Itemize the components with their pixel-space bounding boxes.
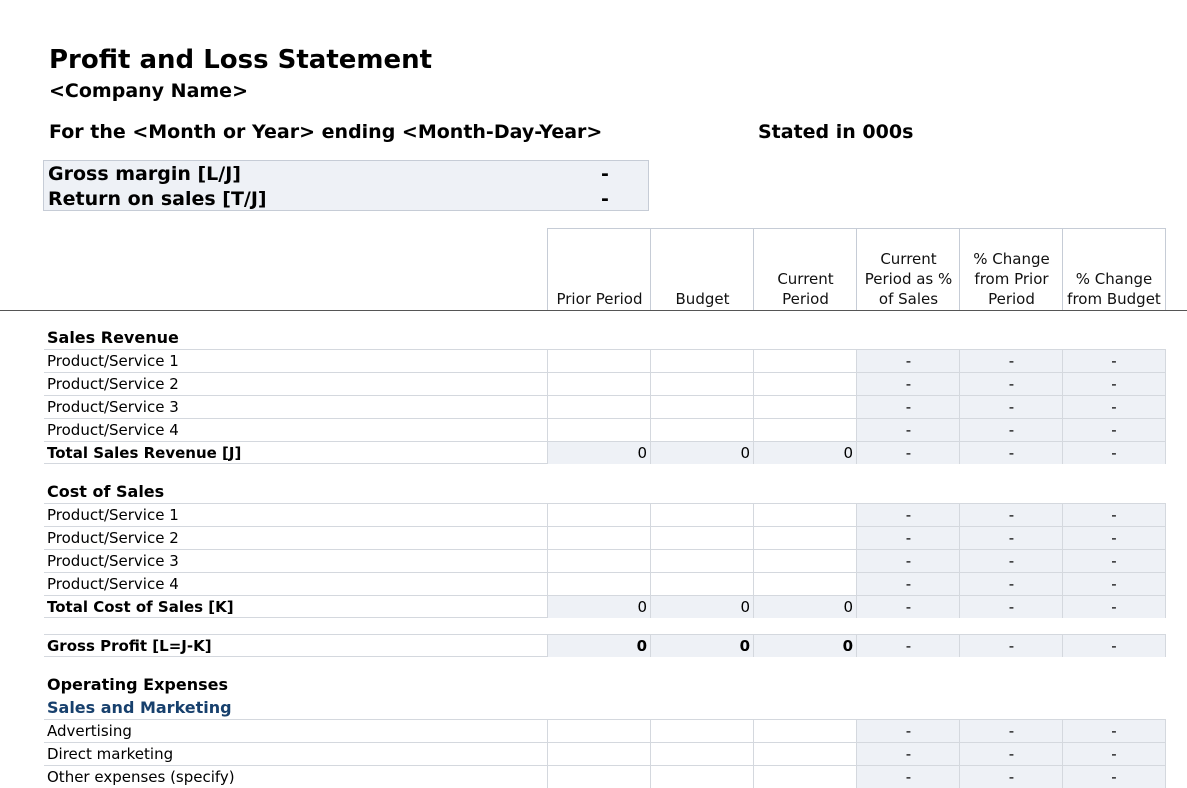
value-cell[interactable] xyxy=(650,395,754,418)
value-cell[interactable]: 0 xyxy=(650,595,754,618)
table-row xyxy=(44,418,1166,441)
value-cell[interactable] xyxy=(547,742,651,765)
percent-cell[interactable]: - xyxy=(959,395,1063,418)
percent-cell[interactable]: - xyxy=(856,503,960,526)
row-label[interactable]: Product/Service 1 xyxy=(47,506,179,524)
value-cell[interactable] xyxy=(753,395,857,418)
percent-cell[interactable]: - xyxy=(1062,742,1166,765)
percent-cell[interactable]: - xyxy=(1062,441,1166,464)
value-cell[interactable] xyxy=(753,526,857,549)
total-row xyxy=(44,441,1166,464)
percent-cell[interactable]: - xyxy=(856,395,960,418)
value-cell[interactable] xyxy=(753,549,857,572)
percent-cell[interactable]: - xyxy=(856,595,960,618)
col-header-budget[interactable]: Budget xyxy=(650,228,754,310)
percent-cell[interactable]: - xyxy=(1062,418,1166,441)
percent-cell[interactable]: - xyxy=(1062,526,1166,549)
value-cell[interactable] xyxy=(650,549,754,572)
value-cell[interactable] xyxy=(547,372,651,395)
col-header-change-prior[interactable]: % Change from Prior Period xyxy=(959,228,1063,310)
row-label[interactable]: Product/Service 3 xyxy=(47,398,179,416)
percent-cell[interactable]: - xyxy=(1062,549,1166,572)
percent-cell[interactable]: - xyxy=(856,418,960,441)
value-cell[interactable] xyxy=(753,349,857,372)
value-cell[interactable] xyxy=(753,572,857,595)
value-cell[interactable]: 0 xyxy=(650,441,754,464)
value-cell[interactable] xyxy=(547,503,651,526)
percent-cell[interactable]: - xyxy=(959,572,1063,595)
col-header-prior-period[interactable]: Prior Period xyxy=(547,228,651,310)
total-row xyxy=(44,595,1166,618)
value-cell[interactable] xyxy=(650,418,754,441)
row-label[interactable]: Product/Service 4 xyxy=(47,421,179,439)
percent-cell[interactable]: - xyxy=(959,372,1063,395)
value-cell[interactable] xyxy=(547,719,651,742)
percent-cell[interactable]: - xyxy=(1062,503,1166,526)
percent-cell[interactable]: - xyxy=(959,503,1063,526)
percent-cell[interactable]: - xyxy=(1062,765,1166,788)
kpi-value: - xyxy=(601,188,609,210)
table-row xyxy=(44,742,1166,765)
kpi-label: Gross margin [L/J] xyxy=(48,163,241,185)
table-row xyxy=(44,526,1166,549)
kpi-gross-margin[interactable] xyxy=(48,162,648,186)
percent-cell[interactable]: - xyxy=(959,742,1063,765)
percent-cell[interactable]: - xyxy=(856,526,960,549)
col-header-change-budget[interactable]: % Change from Budget xyxy=(1062,228,1166,310)
value-cell[interactable]: 0 xyxy=(753,441,857,464)
value-cell[interactable] xyxy=(547,526,651,549)
percent-cell[interactable]: - xyxy=(856,765,960,788)
row-label[interactable]: Product/Service 1 xyxy=(47,352,179,370)
value-cell[interactable] xyxy=(547,395,651,418)
company-name[interactable]: <Company Name> xyxy=(49,80,248,102)
table-row xyxy=(44,349,1166,372)
row-label[interactable]: Product/Service 3 xyxy=(47,552,179,570)
percent-cell[interactable]: - xyxy=(1062,395,1166,418)
row-label[interactable]: Other expenses (specify) xyxy=(47,768,235,786)
value-cell[interactable] xyxy=(753,418,857,441)
header-divider xyxy=(0,310,1187,311)
value-cell[interactable] xyxy=(650,349,754,372)
value-cell[interactable]: 0 xyxy=(547,634,651,657)
percent-cell[interactable]: - xyxy=(856,572,960,595)
table-row xyxy=(44,372,1166,395)
row-label[interactable]: Advertising xyxy=(47,722,132,740)
value-cell[interactable]: 0 xyxy=(650,634,754,657)
row-label[interactable]: Gross Profit [L=J-K] xyxy=(47,637,212,655)
value-cell[interactable] xyxy=(650,372,754,395)
value-cell[interactable]: 0 xyxy=(753,634,857,657)
percent-cell[interactable]: - xyxy=(1062,572,1166,595)
section-heading-cost-of-sales: Cost of Sales xyxy=(47,482,165,501)
col-header-current-pct-sales[interactable]: Current Period as % of Sales xyxy=(856,228,960,310)
value-cell[interactable]: 0 xyxy=(753,595,857,618)
row-label[interactable]: Product/Service 2 xyxy=(47,529,179,547)
percent-cell[interactable]: - xyxy=(1062,349,1166,372)
kpi-return-on-sales[interactable] xyxy=(48,187,648,211)
table-row xyxy=(44,395,1166,418)
percent-cell[interactable]: - xyxy=(959,634,1063,657)
table-row xyxy=(44,572,1166,595)
percent-cell[interactable]: - xyxy=(959,719,1063,742)
percent-cell[interactable]: - xyxy=(856,372,960,395)
section-heading-sales-revenue: Sales Revenue xyxy=(47,328,179,347)
value-cell[interactable] xyxy=(547,349,651,372)
col-header-current-period[interactable]: Current Period xyxy=(753,228,857,310)
value-cell[interactable] xyxy=(547,572,651,595)
stated-units: Stated in 000s xyxy=(758,121,914,143)
value-cell[interactable] xyxy=(753,503,857,526)
percent-cell[interactable]: - xyxy=(959,526,1063,549)
table-row xyxy=(44,719,1166,742)
percent-cell[interactable]: - xyxy=(856,634,960,657)
value-cell[interactable]: 0 xyxy=(547,595,651,618)
percent-cell[interactable]: - xyxy=(959,349,1063,372)
value-cell[interactable] xyxy=(650,503,754,526)
value-cell[interactable] xyxy=(650,742,754,765)
table-row xyxy=(44,765,1166,788)
value-cell[interactable]: 0 xyxy=(547,441,651,464)
percent-cell[interactable]: - xyxy=(959,441,1063,464)
percent-cell[interactable]: - xyxy=(1062,719,1166,742)
section-heading-operating-expenses: Operating Expenses xyxy=(47,675,228,694)
percent-cell[interactable]: - xyxy=(856,441,960,464)
percent-cell[interactable]: - xyxy=(856,349,960,372)
kpi-label: Return on sales [T/J] xyxy=(48,188,267,210)
percent-cell[interactable]: - xyxy=(1062,595,1166,618)
value-cell[interactable] xyxy=(753,742,857,765)
percent-cell[interactable]: - xyxy=(959,549,1063,572)
kpi-value: - xyxy=(601,163,609,185)
row-label[interactable]: Total Cost of Sales [K] xyxy=(47,598,234,616)
row-label[interactable]: Total Sales Revenue [J] xyxy=(47,444,242,462)
value-cell[interactable] xyxy=(650,526,754,549)
value-cell[interactable] xyxy=(753,372,857,395)
value-cell[interactable] xyxy=(650,572,754,595)
percent-cell[interactable]: - xyxy=(959,765,1063,788)
value-cell[interactable] xyxy=(753,719,857,742)
percent-cell[interactable]: - xyxy=(959,418,1063,441)
value-cell[interactable] xyxy=(650,765,754,788)
table-row xyxy=(44,549,1166,572)
value-cell[interactable] xyxy=(547,765,651,788)
percent-cell[interactable]: - xyxy=(1062,634,1166,657)
subheading-sales-marketing: Sales and Marketing xyxy=(47,698,232,717)
percent-cell[interactable]: - xyxy=(1062,372,1166,395)
row-label[interactable]: Product/Service 2 xyxy=(47,375,179,393)
value-cell[interactable] xyxy=(547,418,651,441)
period-label[interactable]: For the <Month or Year> ending <Month-Day-Year> xyxy=(49,121,603,143)
percent-cell[interactable]: - xyxy=(856,549,960,572)
row-label[interactable]: Product/Service 4 xyxy=(47,575,179,593)
table-row xyxy=(44,503,1166,526)
page-title: Profit and Loss Statement xyxy=(49,45,433,75)
gross-profit-row xyxy=(44,634,1166,657)
percent-cell[interactable]: - xyxy=(959,595,1063,618)
row-label[interactable]: Direct marketing xyxy=(47,745,174,763)
value-cell[interactable] xyxy=(753,765,857,788)
kpi-box xyxy=(43,160,649,211)
percent-cell[interactable]: - xyxy=(856,742,960,765)
value-cell[interactable] xyxy=(650,719,754,742)
percent-cell[interactable]: - xyxy=(856,719,960,742)
value-cell[interactable] xyxy=(547,549,651,572)
